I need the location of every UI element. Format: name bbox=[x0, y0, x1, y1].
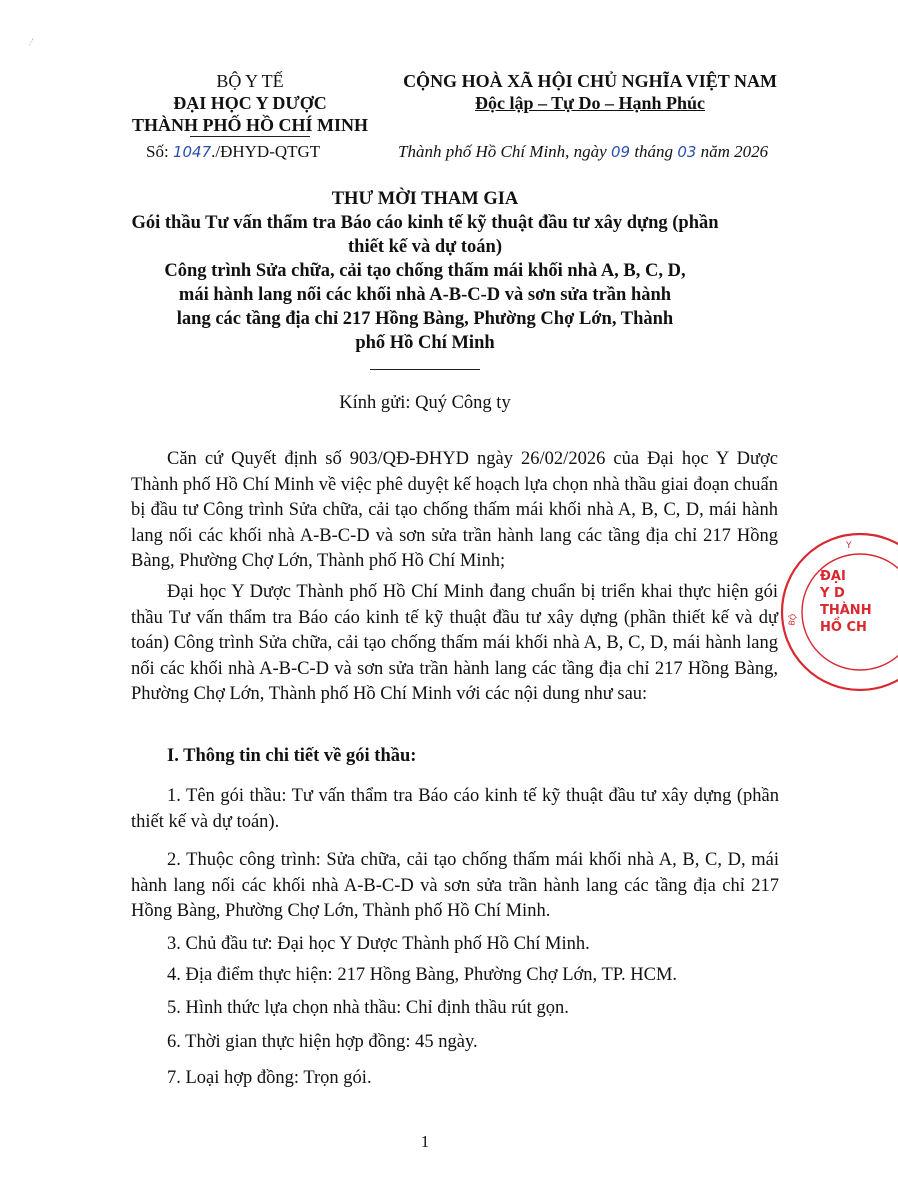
list-item: 4. Địa điểm thực hiện: 217 Hồng Bàng, Phường Chợ Lớn, TP. HCM. bbox=[167, 965, 678, 985]
paragraph-intro-text: Đại học Y Dược Thành phố Hồ Chí Minh đang chuẩn bị triển khai thực hiện gói thầu Tư vấn thẩm tra Báo cáo kinh tế kỹ thuật đầu tư xây dựng (phần thiết kế và dự toán) Công trình Sửa chữa, cải tạo chống thấm mái khối nhà A, B, C, D, mái hành lang nối các khối nhà A-B-C-D và sơn sửa trần hành lang các tầng địa chỉ 217 Hồng Bàng, Phường Chợ Lớn, Thành phố Hồ Chí Minh với các nội dung như sau: bbox=[131, 582, 778, 704]
title-line6: phố Hồ Chí Minh bbox=[355, 333, 495, 353]
title-line4: mái hành lang nối các khối nhà A-B-C-D và sơn sửa trần hành bbox=[178, 285, 672, 305]
letter-title bbox=[100, 187, 750, 355]
svg-text:Y: Y bbox=[846, 541, 852, 551]
date-suffix: năm 2026 bbox=[696, 142, 769, 161]
title-underline bbox=[370, 369, 480, 370]
scan-mark bbox=[29, 38, 41, 49]
stamp-line4: HỒ CH bbox=[820, 620, 867, 635]
section-heading: I. Thông tin chi tiết về gói thầu: bbox=[167, 746, 417, 766]
salutation: Kính gửi: Quý Công ty bbox=[339, 393, 511, 413]
header-left bbox=[120, 70, 380, 136]
document-date bbox=[398, 141, 768, 163]
university-name-line1: ĐẠI HỌC Y DƯỢC bbox=[173, 93, 327, 113]
national-motto: Độc lập – Tự Do – Hạnh Phúc bbox=[474, 93, 705, 113]
title-line1: Gói thầu Tư vấn thẩm tra Báo cáo kinh tế kỹ thuật đầu tư xây dựng (phần bbox=[131, 213, 719, 233]
document-number bbox=[146, 141, 320, 163]
document-number-handwritten: 1047 bbox=[172, 143, 212, 161]
list-item: 7. Loại hợp đồng: Trọn gói. bbox=[167, 1068, 372, 1088]
date-mid: tháng bbox=[630, 142, 678, 161]
republic-name: CỘNG HOÀ XÃ HỘI CHỦ NGHĨA VIỆT NAM bbox=[403, 71, 777, 91]
title-line5: lang các tầng địa chỉ 217 Hồng Bàng, Phường Chợ Lớn, Thành bbox=[176, 309, 674, 329]
date-prefix: Thành phố Hồ Chí Minh, ngày bbox=[398, 142, 611, 161]
date-day-handwritten: 09 bbox=[610, 143, 631, 161]
document-number-suffix: ./ĐHYD-QTGT bbox=[211, 142, 321, 161]
item-2-text: 2. Thuộc công trình: Sửa chữa, cải tạo chống thấm mái khối nhà A, B, C, D, mái hành lang nối các khối nhà A-B-C-D và sơn sửa trần hành lang các tầng địa chỉ 217 Hồng Bàng, Phường Chợ Lớn, Thành phố Hồ Chí Minh. bbox=[131, 850, 779, 921]
list-item bbox=[131, 848, 779, 925]
title-line2: thiết kế và dự toán) bbox=[348, 237, 502, 257]
university-name-line2: THÀNH PHỐ HỒ CHÍ MINH bbox=[131, 115, 368, 135]
item-1-text: 1. Tên gói thầu: Tư vấn thẩm tra Báo cáo kinh tế kỹ thuật đầu tư xây dựng (phần thiết kế và dự toán). bbox=[131, 786, 779, 832]
title-main: THƯ MỜI THAM GIA bbox=[331, 189, 519, 209]
stamp-text bbox=[820, 568, 872, 636]
ministry-name: BỘ Y TẾ bbox=[216, 71, 284, 91]
stamp-line3: THÀNH bbox=[820, 603, 872, 618]
document-number-prefix: Số: bbox=[146, 142, 173, 161]
list-item: 3. Chủ đầu tư: Đại học Y Dược Thành phố Hồ Chí Minh. bbox=[167, 934, 590, 954]
date-month-handwritten: 03 bbox=[677, 143, 697, 161]
stamp-line2: Y D bbox=[820, 586, 845, 601]
list-item bbox=[131, 784, 779, 835]
svg-text:BỘ: BỘ bbox=[787, 613, 799, 627]
paragraph-legal-basis-text: Căn cứ Quyết định số 903/QĐ-ĐHYD ngày 26/02/2026 của Đại học Y Dược Thành phố Hồ Chí Minh về việc phê duyệt kế hoạch lựa chọn nhà thầu giai đoạn chuẩn bị đầu tư Công trình Sửa chữa, cải tạo chống thấm mái khối nhà A, B, C, D, mái hành lang nối các khối nhà A-B-C-D và sơn sửa trần hành lang các tầng địa chỉ 217 Hồng Bàng, Phường Chợ Lớn, Thành phố Hồ Chí Minh; bbox=[131, 449, 778, 571]
list-item: 5. Hình thức lựa chọn nhà thầu: Chỉ định thầu rút gọn. bbox=[167, 998, 569, 1018]
paragraph-legal-basis bbox=[131, 447, 778, 575]
title-line3: Công trình Sửa chữa, cải tạo chống thấm mái khối nhà A, B, C, D, bbox=[164, 261, 686, 281]
official-stamp bbox=[778, 530, 898, 700]
stamp-line1: ĐẠI bbox=[820, 569, 846, 584]
list-item: 6. Thời gian thực hiện hợp đồng: 45 ngày. bbox=[167, 1032, 478, 1052]
header-left-underline bbox=[190, 136, 310, 137]
paragraph-intro bbox=[131, 580, 778, 708]
page-number: 1 bbox=[420, 1132, 430, 1151]
